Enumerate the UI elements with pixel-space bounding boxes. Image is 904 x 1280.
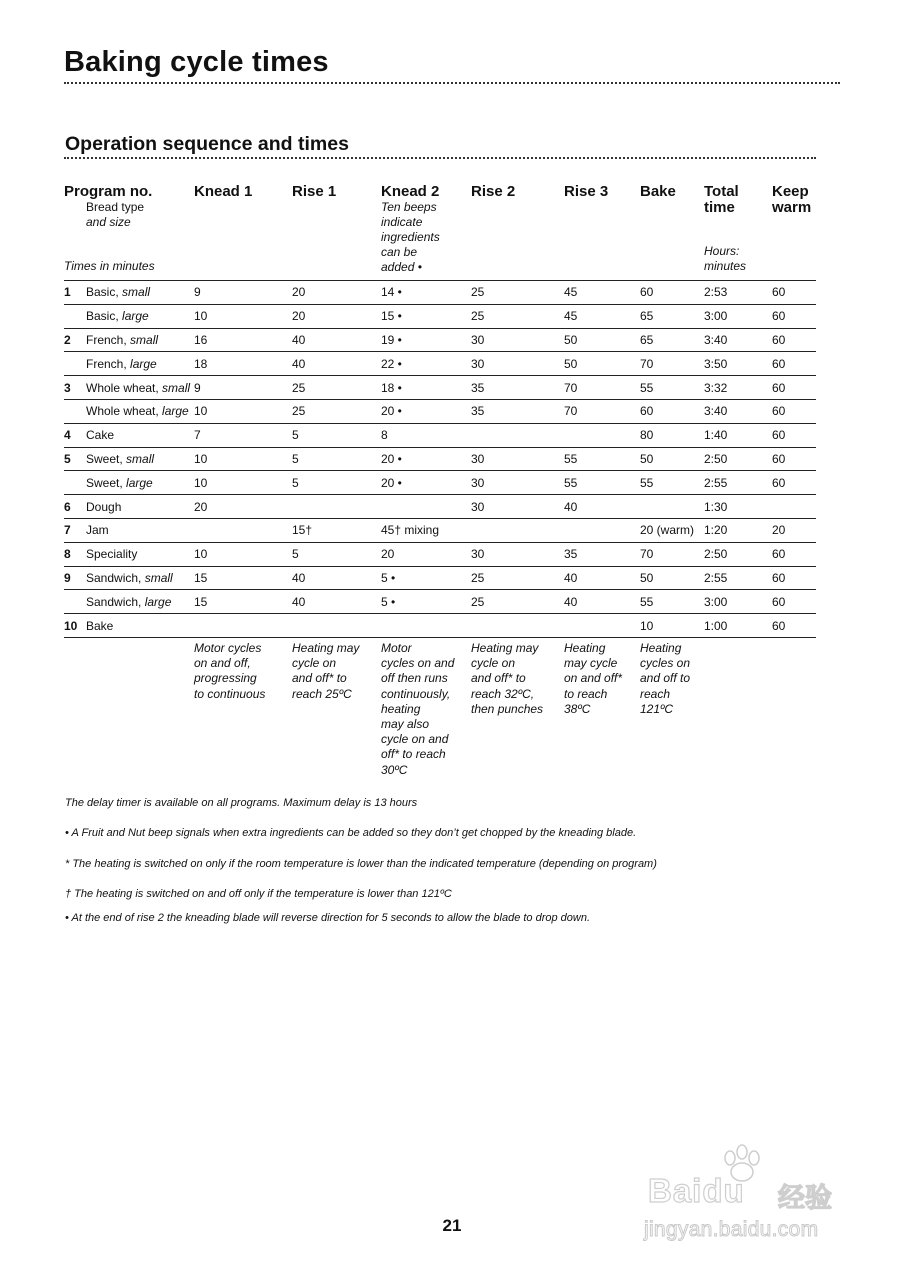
cell-rise1: 40 — [292, 566, 381, 590]
cell-rise2: 30 — [471, 328, 564, 352]
cell-rise1: 25 — [292, 376, 381, 400]
cell-rise1 — [292, 614, 381, 638]
bread-type: Cake — [86, 428, 115, 443]
footnote-delay-timer: The delay timer is available on all programs. Maximum delay is 13 hours — [65, 797, 418, 809]
header-program-sub1: Bread type — [86, 200, 145, 214]
cell-keep: 60 — [772, 614, 816, 638]
cell-rise2: 25 — [471, 281, 564, 305]
cell-rise2: 30 — [471, 471, 564, 495]
note-line: may also — [381, 716, 430, 731]
program-cell — [64, 495, 194, 519]
cell-rise1: 40 — [292, 352, 381, 376]
header-knead2-sub: Ten beeps — [381, 200, 437, 214]
cell-rise1: 20 — [292, 304, 381, 328]
cell-rise3: 50 — [564, 328, 640, 352]
note-line: and off to — [640, 671, 691, 686]
cell-bake: 20 (warm) — [640, 518, 704, 542]
cell-knead1: 10 — [194, 447, 292, 471]
cell-keep: 60 — [772, 423, 816, 447]
program-number: 6 — [64, 499, 71, 514]
header-rise1 — [292, 184, 381, 281]
cell-keep: 60 — [772, 399, 816, 423]
program-name — [64, 357, 157, 371]
cell-knead2: 20 • — [381, 447, 471, 471]
program-number: 1 — [64, 285, 71, 300]
cell-rise3 — [564, 614, 640, 638]
program-name — [64, 285, 150, 299]
cell-knead2: 20 • — [381, 399, 471, 423]
header-rise2 — [471, 184, 564, 281]
cell-total: 2:55 — [704, 471, 772, 495]
cell-rise3: 40 — [564, 566, 640, 590]
cell-rise2 — [471, 614, 564, 638]
header-total-units — [704, 244, 746, 274]
bread-type: Basic, — [86, 309, 119, 324]
program-cell — [64, 376, 194, 400]
cell-total: 3:32 — [704, 376, 772, 400]
cell-total: 3:40 — [704, 399, 772, 423]
cell-bake: 55 — [640, 376, 704, 400]
cell-knead2: 22 • — [381, 352, 471, 376]
cell-keep: 20 — [772, 518, 816, 542]
bread-size: small — [162, 380, 191, 395]
bread-size: large — [144, 594, 172, 609]
table-row — [64, 376, 816, 400]
note-line: off then runs — [381, 671, 448, 686]
cell-rise1: 5 — [292, 471, 381, 495]
cell-knead1 — [194, 518, 292, 542]
cell-keep: 60 — [772, 376, 816, 400]
cell-bake: 60 — [640, 281, 704, 305]
header-program-label: Program no. — [64, 183, 153, 200]
header-keep-warm — [772, 184, 816, 281]
cell-total: 3:40 — [704, 328, 772, 352]
header-knead2-sub: ingredients — [381, 230, 440, 244]
cell-knead1: 10 — [194, 304, 292, 328]
program-number: 5 — [64, 451, 71, 466]
cell-bake: 70 — [640, 542, 704, 566]
program-cell — [64, 518, 194, 542]
cell-knead1: 18 — [194, 352, 292, 376]
cell-total: 1:40 — [704, 423, 772, 447]
header-knead1-label: Knead 1 — [194, 183, 253, 200]
title-divider — [64, 82, 840, 84]
cell-rise2 — [471, 423, 564, 447]
bread-size: large — [122, 309, 149, 324]
header-knead2-sub: indicate — [381, 215, 423, 229]
section-divider — [64, 157, 816, 159]
cell-rise2: 35 — [471, 399, 564, 423]
bread-size: small — [126, 451, 155, 466]
header-total-label: time — [704, 199, 735, 216]
header-times-in-minutes: Times in minutes — [64, 259, 155, 273]
cell-total: 2:50 — [704, 447, 772, 471]
table-row — [64, 614, 816, 638]
cell-knead1: 20 — [194, 495, 292, 519]
cell-knead1: 16 — [194, 328, 292, 352]
note-line: Heating may — [292, 640, 360, 655]
table-row — [64, 304, 816, 328]
note-line: Motor cycles — [194, 640, 262, 655]
cell-rise3 — [564, 518, 640, 542]
note-line: Motor — [381, 640, 412, 655]
header-rise3-label: Rise 3 — [564, 183, 609, 200]
bread-type: Speciality — [86, 547, 138, 562]
program-name — [64, 404, 189, 418]
table-row — [64, 542, 816, 566]
footnote-dagger: † The heating is switched on and off only if the temperature is lower than 121ºC — [65, 888, 452, 900]
header-keep-label: warm — [772, 199, 812, 216]
bread-size: small — [144, 570, 173, 585]
header-knead2-sub: added • — [381, 260, 422, 274]
cell-rise3: 70 — [564, 399, 640, 423]
note-line: cycle on — [471, 656, 516, 671]
footnote-fruit-nut: • A Fruit and Nut beep signals when extra ingredients can be added so they don’t get chopped by the kneading blade. — [65, 827, 637, 839]
header-knead2-label: Knead 2 — [381, 183, 440, 200]
cell-bake: 60 — [640, 399, 704, 423]
program-cell — [64, 614, 194, 638]
cell-rise3: 45 — [564, 281, 640, 305]
cell-knead1: 15 — [194, 590, 292, 614]
table-body — [64, 281, 816, 778]
cell-rise1: 5 — [292, 447, 381, 471]
cell-rise3: 40 — [564, 495, 640, 519]
cell-rise2: 35 — [471, 376, 564, 400]
bread-type: Basic, — [86, 285, 119, 300]
program-number: 2 — [64, 332, 71, 347]
section-title: Operation sequence and times — [65, 133, 349, 155]
table-row — [64, 471, 816, 495]
program-cell — [64, 471, 194, 495]
program-name — [64, 476, 153, 490]
header-total-time — [704, 184, 772, 281]
cell-rise3: 55 — [564, 471, 640, 495]
note-line: to reach — [564, 686, 608, 701]
cell-knead2: 15 • — [381, 304, 471, 328]
cell-rise1: 25 — [292, 399, 381, 423]
bread-size: large — [130, 356, 157, 371]
cell-rise2: 30 — [471, 352, 564, 376]
header-total-minutes: minutes — [704, 259, 747, 273]
note-line: Heating — [640, 640, 682, 655]
program-cell — [64, 304, 194, 328]
note-total — [704, 637, 772, 777]
note-rise2 — [471, 637, 564, 777]
footnote-heating: * The heating is switched on only if the room temperature is lower than the indicated temperature (depending on program) — [65, 858, 657, 870]
cell-keep: 60 — [772, 590, 816, 614]
note-line: cycles on — [640, 656, 691, 671]
program-cell — [64, 328, 194, 352]
header-total-hours: Hours: — [704, 244, 740, 258]
bread-type: Bake — [86, 618, 114, 633]
cell-knead2: 5 • — [381, 590, 471, 614]
cell-rise2: 30 — [471, 495, 564, 519]
cell-rise3: 35 — [564, 542, 640, 566]
cell-total: 1:30 — [704, 495, 772, 519]
cell-keep: 60 — [772, 447, 816, 471]
cell-total: 3:00 — [704, 304, 772, 328]
cell-knead1: 9 — [194, 376, 292, 400]
header-total-label: Total — [704, 183, 739, 200]
watermark-cn: 经验 — [778, 1183, 832, 1213]
cell-bake: 55 — [640, 471, 704, 495]
note-line: Heating — [564, 640, 606, 655]
baking-times-table — [64, 184, 816, 778]
note-line: Heating may — [471, 640, 539, 655]
note-line: to continuous — [194, 686, 266, 701]
cell-knead1: 10 — [194, 471, 292, 495]
header-program — [64, 184, 194, 281]
note-knead2 — [381, 637, 471, 777]
note-line: reach 121ºC — [640, 686, 674, 716]
cell-rise1: 20 — [292, 281, 381, 305]
table-row — [64, 447, 816, 471]
cell-rise3: 70 — [564, 376, 640, 400]
note-bake — [640, 637, 704, 777]
program-number: 8 — [64, 547, 71, 562]
cell-keep: 60 — [772, 542, 816, 566]
cell-rise1 — [292, 495, 381, 519]
cell-knead2: 5 • — [381, 566, 471, 590]
cell-bake — [640, 495, 704, 519]
cell-knead1: 10 — [194, 542, 292, 566]
note-line: may cycle — [564, 656, 618, 671]
cell-knead1: 7 — [194, 423, 292, 447]
cell-total: 2:50 — [704, 542, 772, 566]
note-line: on and off, — [194, 656, 251, 671]
program-cell — [64, 566, 194, 590]
cell-total: 2:55 — [704, 566, 772, 590]
program-number: 7 — [64, 523, 71, 538]
bread-type: Jam — [86, 523, 109, 538]
cell-knead1: 15 — [194, 566, 292, 590]
bread-size: small — [122, 285, 151, 300]
cell-bake: 65 — [640, 328, 704, 352]
cell-rise3: 50 — [564, 352, 640, 376]
table-row — [64, 399, 816, 423]
cell-rise3: 40 — [564, 590, 640, 614]
table-row — [64, 590, 816, 614]
note-line: continuously, — [381, 686, 451, 701]
cell-rise2: 25 — [471, 566, 564, 590]
table-row — [64, 495, 816, 519]
cell-total: 3:00 — [704, 590, 772, 614]
cell-bake: 10 — [640, 614, 704, 638]
note-line: off* to reach — [381, 747, 446, 762]
table-row — [64, 352, 816, 376]
note-rise1 — [292, 637, 381, 777]
program-name — [64, 428, 114, 442]
program-name — [64, 500, 121, 514]
cell-rise1: 5 — [292, 423, 381, 447]
header-knead2 — [381, 184, 471, 281]
cell-keep: 60 — [772, 566, 816, 590]
bread-type: Sweet, — [86, 451, 123, 466]
cell-bake: 50 — [640, 566, 704, 590]
note-rise3 — [564, 637, 640, 777]
note-keep — [772, 637, 816, 777]
cell-rise3: 45 — [564, 304, 640, 328]
cell-rise2: 25 — [471, 304, 564, 328]
cell-keep: 60 — [772, 304, 816, 328]
bread-type: French, — [86, 356, 127, 371]
cell-bake: 55 — [640, 590, 704, 614]
program-cell — [64, 542, 194, 566]
cell-keep: 60 — [772, 471, 816, 495]
bread-type: Sweet, — [86, 475, 123, 490]
cell-knead2: 20 — [381, 542, 471, 566]
note-line: then punches — [471, 701, 544, 716]
cell-keep: 60 — [772, 328, 816, 352]
program-name — [64, 309, 149, 323]
page-number: 21 — [442, 1216, 462, 1235]
program-name — [64, 381, 190, 395]
note-line: and off* to — [471, 671, 526, 686]
cell-rise2: 30 — [471, 447, 564, 471]
cell-knead2: 8 — [381, 423, 471, 447]
program-name — [64, 333, 158, 347]
cell-bake: 70 — [640, 352, 704, 376]
bread-size: large — [126, 475, 153, 490]
table-row — [64, 566, 816, 590]
table-row — [64, 518, 816, 542]
cell-keep: 60 — [772, 281, 816, 305]
page-title: Baking cycle times — [64, 46, 329, 78]
note-line: reach 32ºC, — [471, 686, 535, 701]
cell-total: 3:50 — [704, 352, 772, 376]
cell-bake: 65 — [640, 304, 704, 328]
header-rise3 — [564, 184, 640, 281]
bread-type: Whole wheat, — [86, 380, 159, 395]
notes-blank-cell — [64, 637, 194, 777]
header-bake-label: Bake — [640, 183, 676, 200]
cell-rise2: 30 — [471, 542, 564, 566]
program-cell — [64, 590, 194, 614]
cell-knead1 — [194, 614, 292, 638]
cell-keep — [772, 495, 816, 519]
watermark-url: jingyan.baidu.com — [644, 1218, 819, 1241]
bread-type: French, — [86, 332, 127, 347]
note-knead1 — [194, 637, 292, 777]
cell-rise3 — [564, 423, 640, 447]
note-line: on and off* — [564, 671, 623, 686]
note-line: reach 25ºC — [292, 686, 352, 701]
footnote-rise2-blade: • At the end of rise 2 the kneading blade will reverse direction for 5 seconds to allow the blade to drop down. — [65, 912, 591, 924]
cell-total: 1:20 — [704, 518, 772, 542]
bread-type: Sandwich, — [86, 570, 142, 585]
bread-type: Sandwich, — [86, 594, 142, 609]
header-program-sub2: and size — [86, 215, 131, 229]
table-row — [64, 423, 816, 447]
table-row — [64, 328, 816, 352]
header-bake — [640, 184, 704, 281]
header-rise1-label: Rise 1 — [292, 183, 337, 200]
note-line: 30ºC — [381, 762, 408, 777]
program-cell — [64, 423, 194, 447]
program-name — [64, 547, 137, 561]
note-line: cycle on — [292, 656, 337, 671]
cell-knead2: 19 • — [381, 328, 471, 352]
cell-rise2 — [471, 518, 564, 542]
bread-size: small — [130, 332, 159, 347]
cell-rise1: 15† — [292, 518, 381, 542]
watermark-brand: Baidu — [648, 1172, 745, 1209]
cell-knead2 — [381, 614, 471, 638]
program-number: 3 — [64, 380, 71, 395]
program-name — [64, 452, 154, 466]
table-row — [64, 281, 816, 305]
cell-rise1: 5 — [292, 542, 381, 566]
program-cell — [64, 399, 194, 423]
note-line: and off* to — [292, 671, 347, 686]
program-number: 9 — [64, 570, 71, 585]
note-line: 38ºC — [564, 701, 591, 716]
cell-rise1: 40 — [292, 590, 381, 614]
program-number: 10 — [64, 618, 78, 633]
cell-knead2 — [381, 495, 471, 519]
program-name — [64, 595, 171, 609]
phase-notes-row — [64, 637, 816, 777]
program-cell — [64, 447, 194, 471]
cell-knead1: 9 — [194, 281, 292, 305]
cell-bake: 50 — [640, 447, 704, 471]
program-number: 4 — [64, 428, 71, 443]
program-cell — [64, 352, 194, 376]
program-cell — [64, 281, 194, 305]
cell-total: 1:00 — [704, 614, 772, 638]
cell-rise3: 55 — [564, 447, 640, 471]
note-line: cycles on and — [381, 656, 455, 671]
cell-rise1: 40 — [292, 328, 381, 352]
cell-knead1: 10 — [194, 399, 292, 423]
header-rise2-label: Rise 2 — [471, 183, 516, 200]
header-knead2-sub: can be — [381, 245, 418, 259]
cell-keep: 60 — [772, 352, 816, 376]
cell-rise2: 25 — [471, 590, 564, 614]
note-line: heating — [381, 701, 421, 716]
note-line: progressing — [194, 671, 257, 686]
cell-knead2: 45† mixing — [381, 518, 471, 542]
bread-type: Whole wheat, — [86, 404, 159, 419]
cell-knead2: 20 • — [381, 471, 471, 495]
note-line: cycle on and — [381, 732, 449, 747]
bread-size: large — [162, 404, 189, 419]
bread-type: Dough — [86, 499, 122, 514]
header-keep-label: Keep — [772, 183, 809, 200]
cell-total: 2:53 — [704, 281, 772, 305]
cell-knead2: 18 • — [381, 376, 471, 400]
cell-bake: 80 — [640, 423, 704, 447]
watermark-logo — [640, 1144, 860, 1254]
program-name — [64, 571, 173, 585]
table-header-row — [64, 184, 816, 281]
cell-knead2: 14 • — [381, 281, 471, 305]
header-knead1 — [194, 184, 292, 281]
